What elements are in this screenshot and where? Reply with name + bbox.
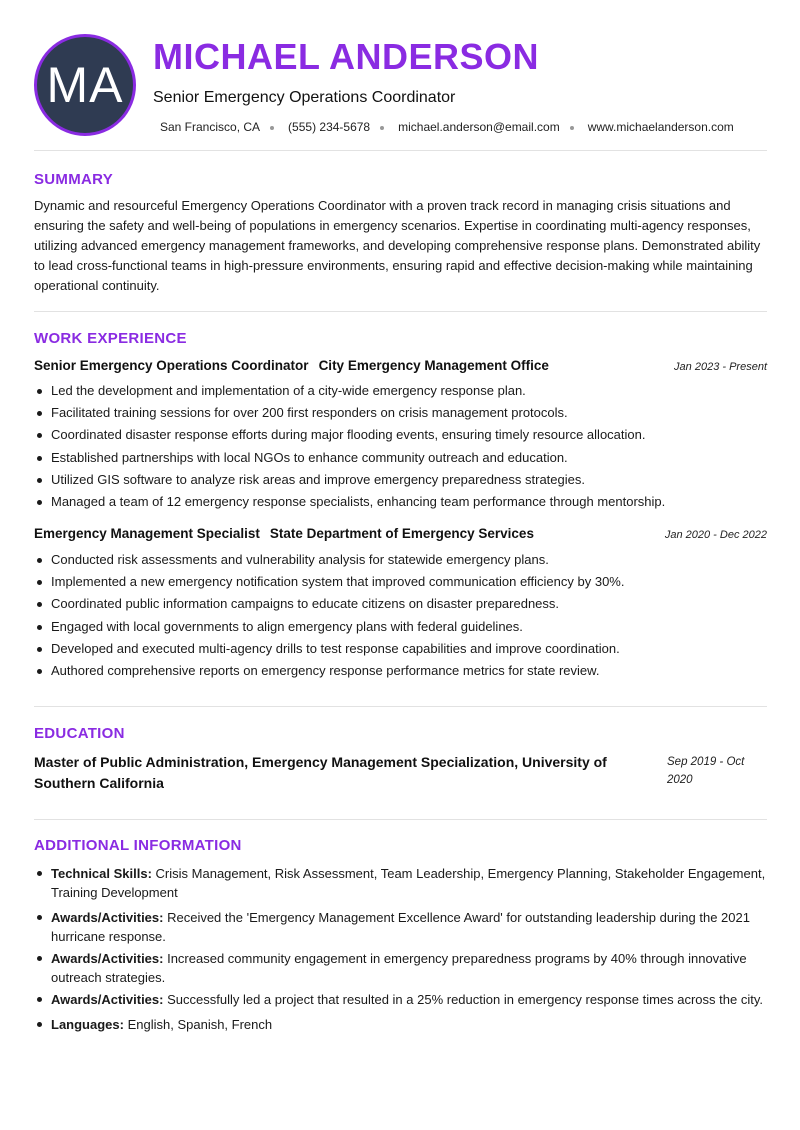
info-label: Technical Skills: [51, 866, 152, 881]
additional-heading: ADDITIONAL INFORMATION [34, 837, 242, 854]
contact-website[interactable]: www.michaelanderson.com [587, 120, 734, 134]
list-item: Managed a team of 12 emergency response specialists, enhancing team performance through mentorship. [34, 491, 767, 513]
job-title: Emergency Management Specialist [34, 526, 260, 541]
info-text: Increased community engagement in emergency preparedness programs by 40% through innovative outreach strategies. [51, 951, 747, 985]
list-item [34, 949, 767, 987]
list-item [34, 1015, 767, 1034]
list-item: Conducted risk assessments and vulnerability analysis for statewide emergency plans. [34, 549, 767, 571]
contact-email[interactable]: michael.anderson@email.com [398, 120, 560, 134]
info-label: Languages: [51, 1017, 124, 1032]
separator-dot-icon [570, 126, 574, 130]
list-item: Led the development and implementation of a city-wide emergency response plan. [34, 380, 767, 402]
job-dates: Jan 2020 - Dec 2022 [664, 529, 767, 541]
list-item: Implemented a new emergency notification system that improved communication efficiency by 30%. [34, 571, 767, 593]
divider [34, 150, 767, 151]
info-text: English, Spanish, French [127, 1017, 273, 1032]
info-label: Awards/Activities: [51, 910, 164, 925]
list-item: Facilitated training sessions for over 200 first responders on crisis management protocols. [34, 402, 767, 424]
education-dates: Sep 2019 - Oct 2020 [667, 756, 745, 786]
avatar [34, 34, 136, 136]
list-item [34, 864, 767, 902]
info-text: Received the 'Emergency Management Excellence Award' for outstanding leadership during the 2021 hurricane response. [51, 910, 750, 944]
info-label: Awards/Activities: [51, 992, 164, 1007]
separator-dot-icon [380, 126, 384, 130]
list-item: Established partnerships with local NGOs to enhance community outreach and education. [34, 447, 767, 469]
job-dates: Jan 2023 - Present [674, 361, 767, 373]
list-item: Utilized GIS software to analyze risk areas and improve emergency preparedness strategies. [34, 469, 767, 491]
job-organization: City Emergency Management Office [318, 358, 549, 373]
candidate-title: Senior Emergency Operations Coordinator [153, 89, 456, 106]
job-header [34, 526, 767, 541]
info-text: Crisis Management, Risk Assessment, Team Leadership, Emergency Planning, Stakeholder Engagement, Training Development [51, 866, 766, 900]
education-degree: Master of Public Administration, Emergency Management Specialization, University of Southern California [34, 754, 607, 791]
additional-list [34, 864, 767, 1034]
job-title: Senior Emergency Operations Coordinator [34, 358, 309, 373]
list-item [34, 990, 767, 1009]
list-item: Coordinated public information campaigns to educate citizens on disaster preparedness. [34, 593, 767, 615]
candidate-name: MICHAEL ANDERSON [153, 36, 540, 77]
education-heading: EDUCATION [34, 725, 125, 742]
info-label: Awards/Activities: [51, 951, 164, 966]
job-bullets [34, 549, 767, 682]
divider [34, 706, 767, 707]
divider [34, 819, 767, 820]
list-item: Coordinated disaster response efforts during major flooding events, ensuring timely resource allocation. [34, 424, 767, 446]
info-text: Successfully led a project that resulted in a 25% reduction in emergency response times across the city. [167, 992, 763, 1007]
summary-text: Dynamic and resourceful Emergency Operations Coordinator with a proven track record in managing crisis situations and ensuring the safety and well-being of populations in emergency scenarios. Expertise in coordinating multi-agency responses, utilizing advanced emergency management frameworks, and developing comprehensive response plans. Demonstrated ability to lead cross-functional teams in high-pressure environments, ensuring rapid and effective decision-making while maintaining operational continuity. [34, 198, 761, 293]
list-item [34, 908, 767, 946]
job-header [34, 358, 767, 373]
contact-location: San Francisco, CA [160, 120, 261, 134]
job-bullets [34, 380, 767, 513]
summary-heading: SUMMARY [34, 171, 114, 188]
list-item: Developed and executed multi-agency drills to test response capabilities and improve coordination. [34, 638, 767, 660]
experience-heading: WORK EXPERIENCE [34, 330, 187, 347]
separator-dot-icon [270, 126, 274, 130]
contact-line [160, 120, 734, 134]
list-item: Authored comprehensive reports on emergency response performance metrics for state review. [34, 660, 767, 682]
job-organization: State Department of Emergency Services [269, 526, 534, 541]
divider [34, 311, 767, 312]
list-item: Engaged with local governments to align emergency plans with federal guidelines. [34, 616, 767, 638]
avatar-initials: MA [46, 57, 124, 113]
contact-phone[interactable]: (555) 234-5678 [288, 120, 371, 134]
